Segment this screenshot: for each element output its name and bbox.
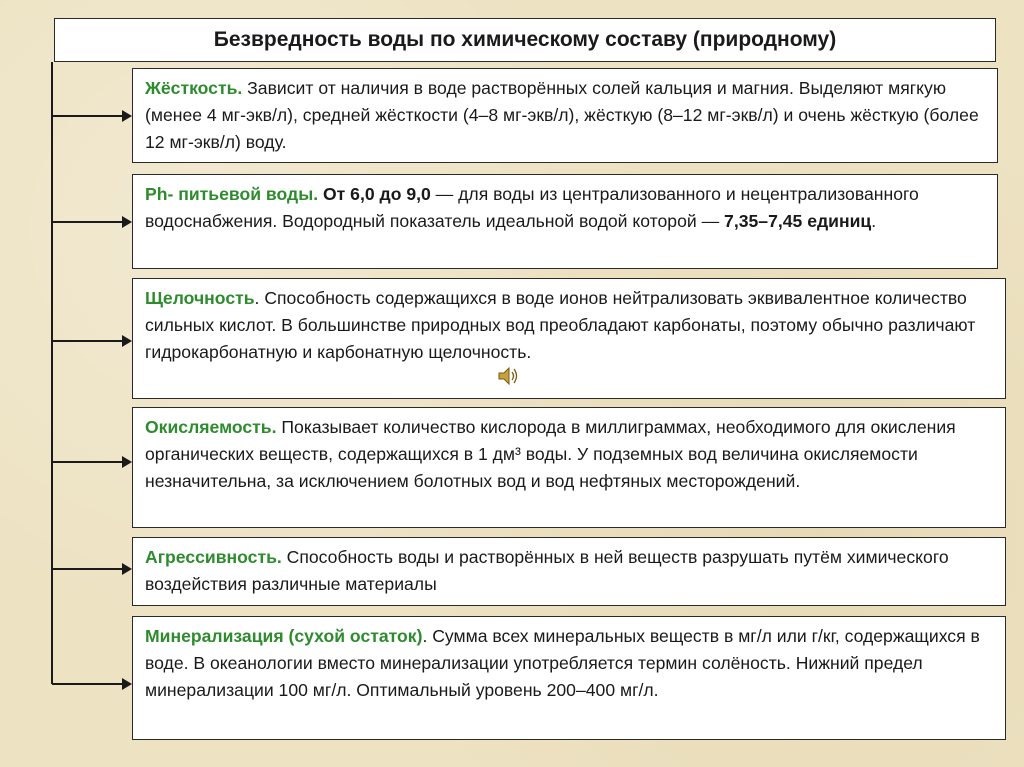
item-oxidability [132,407,1006,528]
item-mineralization [132,616,1006,740]
connector-arrow [52,461,130,463]
item-term: Щелочность [145,288,255,308]
diagram-title: Безвредность воды по химическому составу (природному) [54,18,996,62]
item-text: . Сумма всех минеральных веществ в мг/л или г/кг, содержащихся в воде. В океанологии вместо минерализации употребляется термин солёность. Нижний предел минерализации 100 мг/л. Оптимальный уровень 200–400 мг/л. [145,626,980,700]
connector-arrow [52,340,130,342]
connector-arrow [52,683,130,685]
connector-arrow [52,568,130,570]
item-bold-text: 7,35–7,45 единиц [724,211,872,231]
item-text: . Способность содержащихся в воде ионов нейтрализовать эквивалентное количество сильных кислот. В большинстве природных вод преобладают карбонаты, поэтому обычно различают гидрокарбонатную и карбонатную щелочность. [145,288,976,362]
item-text: Способность воды и растворённых в ней веществ разрушать путём химического воздействия различные материалы [145,547,949,594]
speaker-icon[interactable] [497,365,519,387]
item-ph [132,174,998,269]
item-text: Зависит от наличия в воде растворённых солей кальция и магния. Выделяют мягкую (менее 4 мг-экв/л), средней жёсткости (4–8 мг-экв/л), жёсткую (8–12 мг-экв/л) и очень жёсткую (более 12 мг-экв/л) воду. [145,78,979,152]
item-term: Окисляемость. [145,417,277,437]
item-aggressiveness [132,537,1006,606]
item-term: Минерализация (сухой остаток) [145,626,423,646]
item-text: Показывает количество кислорода в миллиграммах, необходимого для окисления органических веществ, содержащихся в 1 дм³ воды. У подземных вод величина окисляемости незначительна, за исключением болотных вод и вод нефтяных месторождений. [145,417,956,491]
connector-spine [51,62,53,684]
connector-arrow [52,115,130,117]
item-alkalinity [132,278,1006,399]
item-term: Жёсткость. [145,78,243,98]
item-text: — для воды из централизованного и нецентрализованного водоснабжения. Водородный показатель идеальной водой которой — [145,184,919,231]
item-hardness [132,68,998,163]
item-bold-text: От 6,0 до 9,0 [318,184,431,204]
connector-arrow [52,221,130,223]
item-text: . [871,211,877,231]
item-term: Агрессивность. [145,547,282,567]
item-term: Ph- питьевой воды. [145,184,319,204]
